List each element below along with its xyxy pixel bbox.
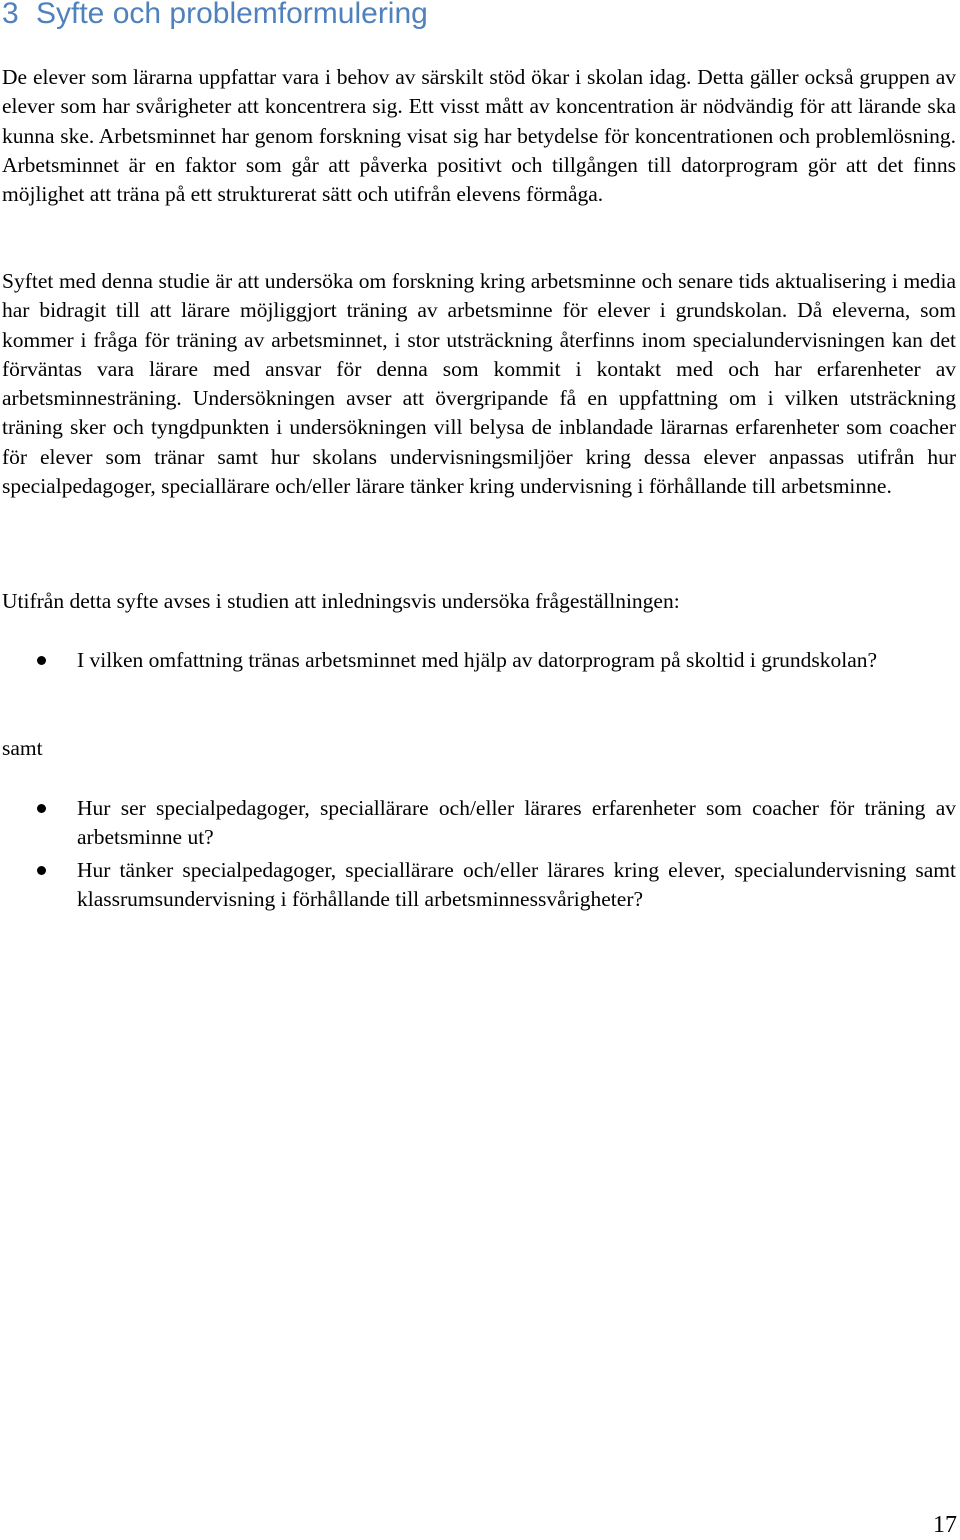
question-text: Hur tänker specialpedagoger, speciallärare och/eller lärares kring elever, specialundervisning samt klassrumsundervisning i förhållande till arbetsminnessvårigheter? — [77, 857, 956, 911]
connector-text: samt — [2, 736, 43, 760]
section-number: 3 — [2, 0, 19, 30]
question-text: I vilken omfattning tränas arbetsminnet med hjälp av datorprogram på skoltid i grundskolan? — [77, 648, 878, 672]
bullet-icon — [37, 656, 46, 665]
page-number: 17 — [933, 1512, 957, 1538]
bullet-icon — [37, 804, 46, 813]
question-item — [0, 794, 956, 853]
question-item — [0, 856, 956, 915]
section-title: Syfte och problemformulering — [36, 0, 428, 30]
bullet-icon — [37, 866, 46, 875]
paragraph-background: De elever som lärarna uppfattar vara i behov av särskilt stöd ökar i skolan idag. Detta gäller också gruppen av elever som har svårigheter att koncentrera sig. Ett visst mått av koncentration är nödvändig för att lärande ska kunna ske. Arbetsminnet har genom forskning visat sig har betydelse för koncentrationen och problemlösning. Arbetsminnet är en faktor som går att påverka positivt och tillgången till datorprogram gör att det finns möjlighet att träna på ett strukturerat sätt och utifrån elevens förmåga. — [2, 65, 956, 207]
question-item — [0, 646, 956, 675]
paragraph-purpose: Syftet med denna studie är att undersöka om forskning kring arbetsminne och senare tids aktualisering i media har bidragit till att lärare möjliggjort träning av arbetsminne för elever i grundskolan. Då eleverna, som kommer i fråga för träning av arbetsminnet, i stor utsträckning återfinns inom specialundervisningen kan det förväntas vara lärare med ansvar för denna som kommit i kontakt med och har erfarenheter av arbetsminnesträning. Undersökningen avser att övergripande få en uppfattning om i vilken utsträckning träning sker och tyngdpunkten i undersökningen vill belysa de inblandade lärarnas erfarenheter som coacher för elever som tränar samt hur skolans undervisningsmiljöer kring dessa elever anpassas utifrån hur specialpedagoger, speciallärare och/eller lärare tänker kring undervisning i förhållande till arbetsminne. — [2, 269, 956, 499]
question-text: Hur ser specialpedagoger, speciallärare och/eller lärares erfarenheter som coacher för träning av arbetsminne ut? — [77, 796, 956, 850]
section-heading — [2, 0, 428, 34]
question-list-first — [0, 646, 956, 678]
paragraph-question-intro: Utifrån detta syfte avses i studien att inledningsvis undersöka frågeställningen: — [2, 589, 680, 613]
question-list-second — [0, 794, 956, 917]
